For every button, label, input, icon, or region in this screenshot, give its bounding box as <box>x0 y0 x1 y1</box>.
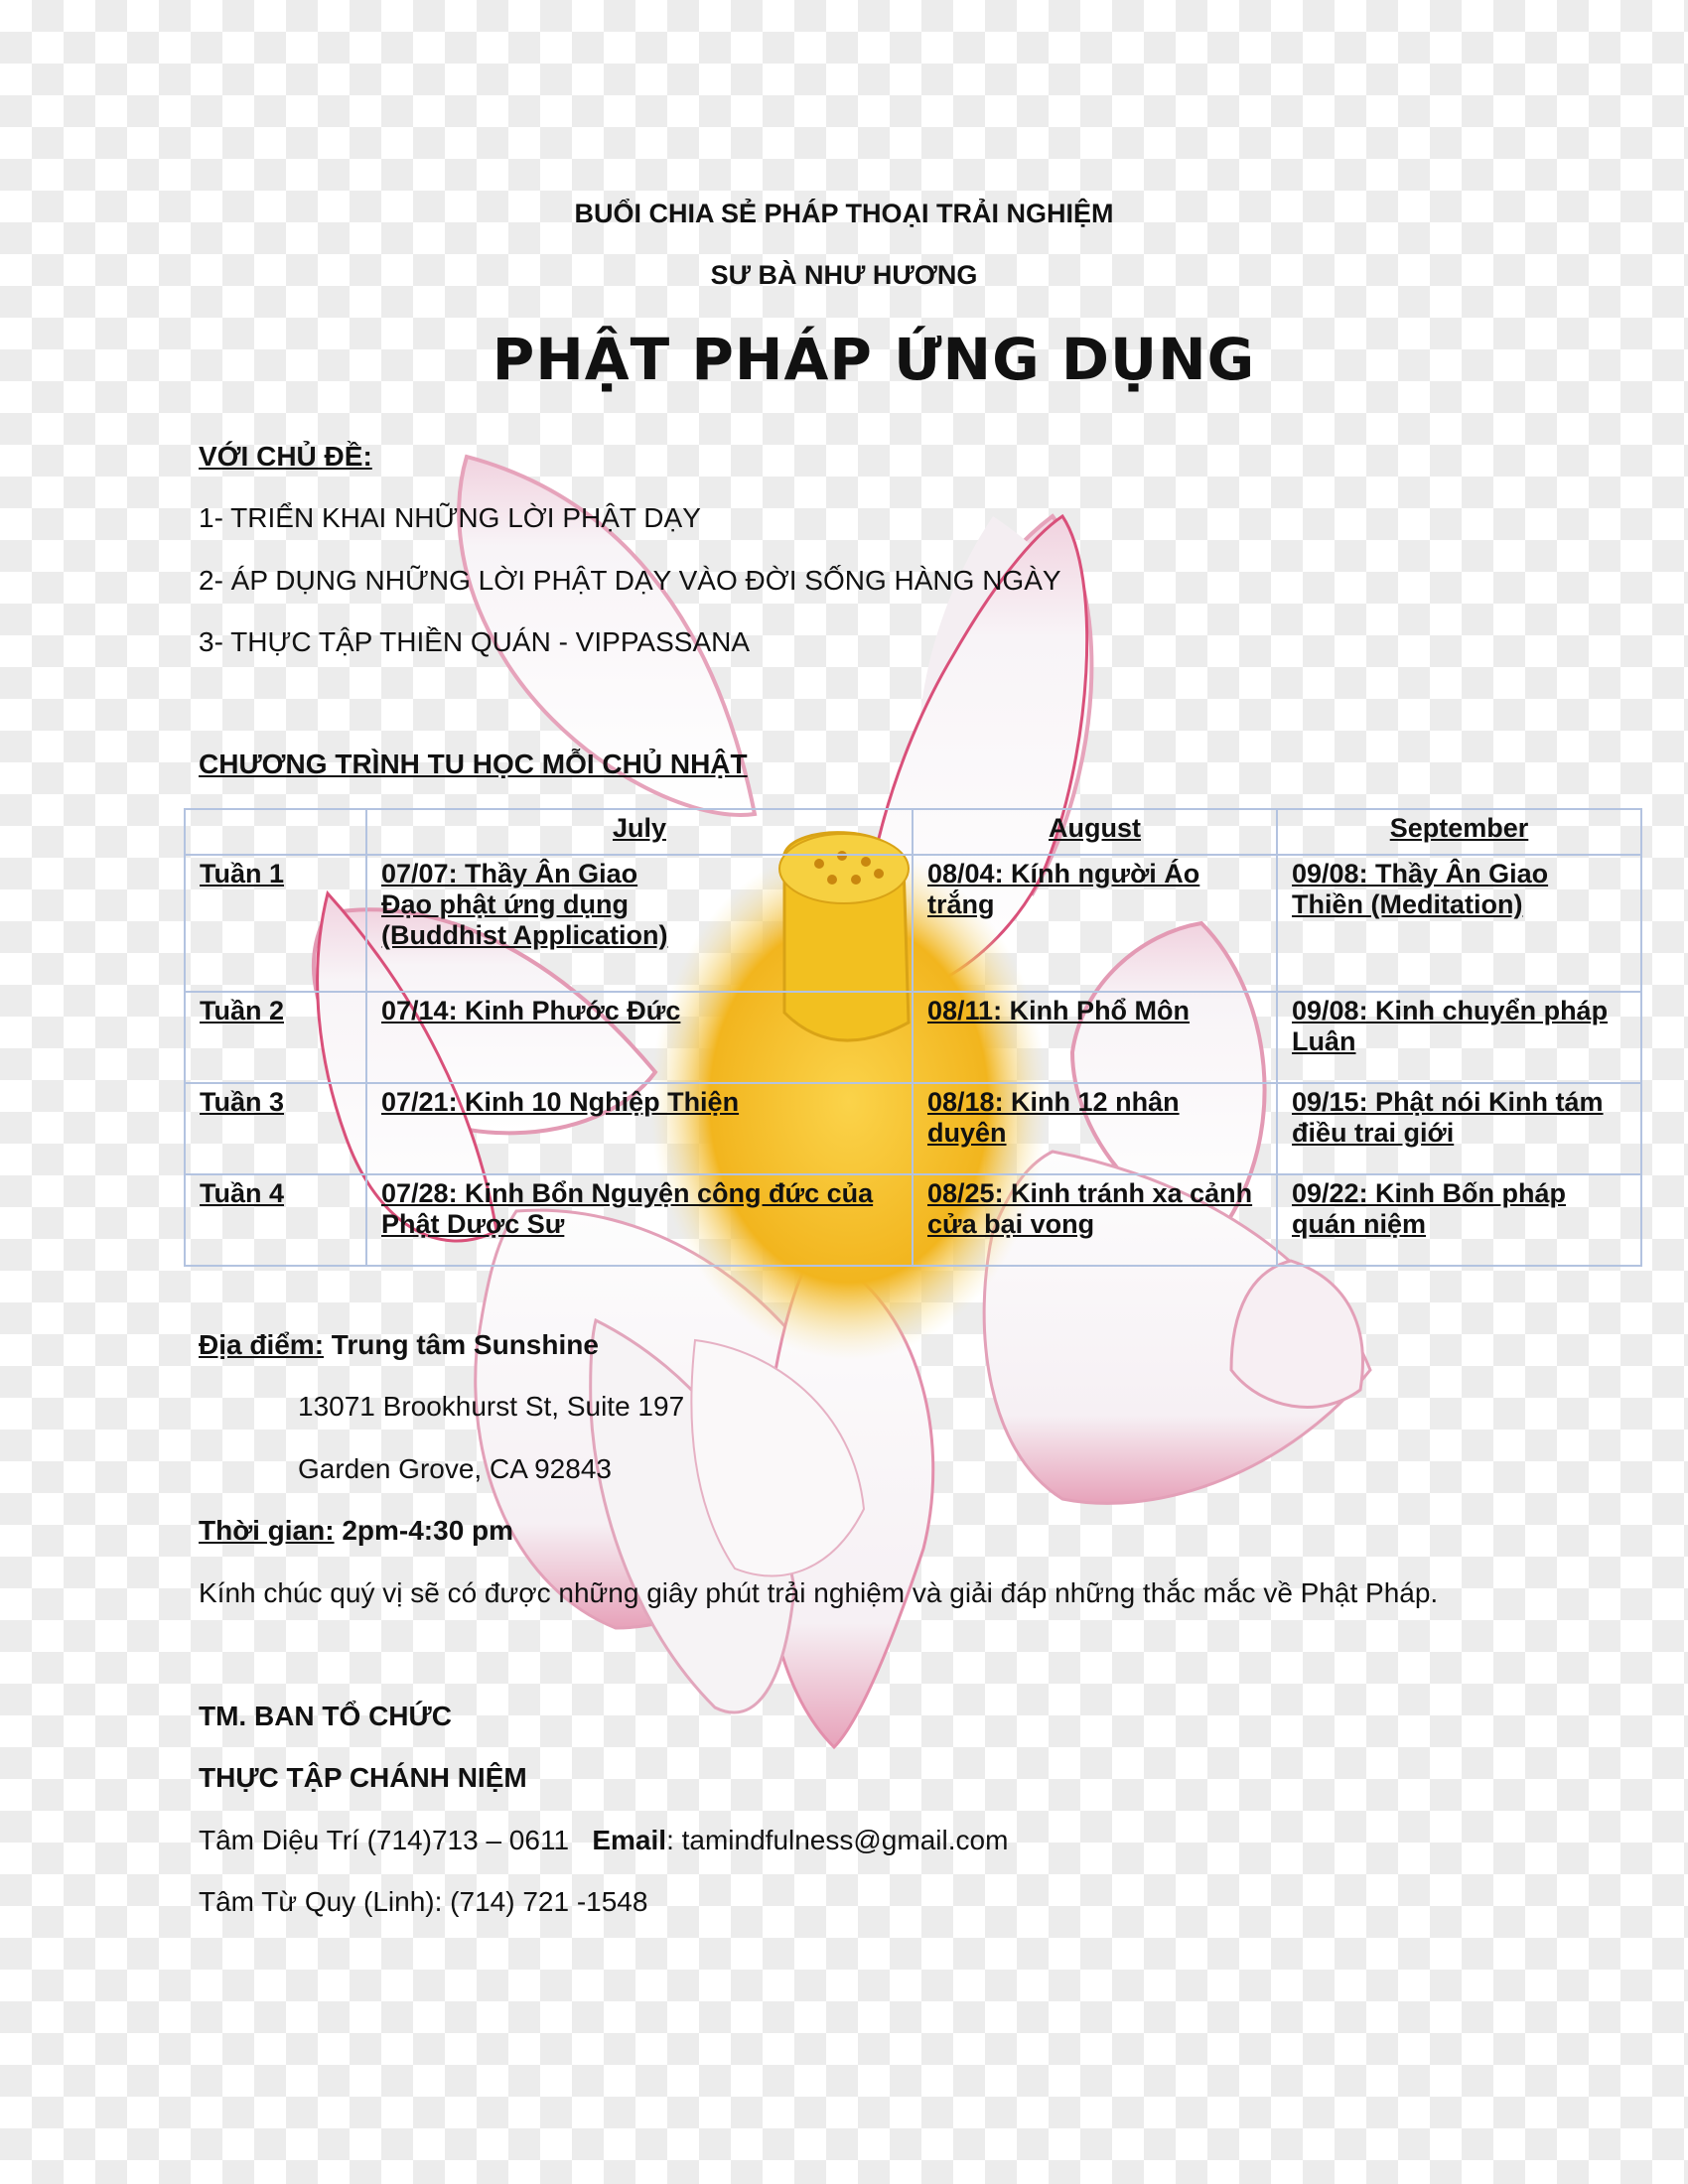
table-row <box>185 1174 1641 1266</box>
address-line-1: 13071 Brookhurst St, Suite 197 <box>298 1391 685 1422</box>
session-august: 08/11: Kinh Phổ Môn <box>927 996 1191 1025</box>
location-label: Địa điểm: <box>199 1329 325 1360</box>
table-header-august: August <box>913 809 1277 855</box>
page-title: PHẬT PHÁP ỨNG DỤNG <box>492 326 1256 393</box>
session-july: 07/28: Kinh Bổn Nguyện công đức của Phật Dược Sư <box>381 1178 874 1239</box>
table-row <box>185 855 1641 992</box>
table-header-september: September <box>1277 809 1641 855</box>
session-july: 07/07: Thầy Ân Giao Đạo phật ứng dụng (Buddhist Application) <box>381 859 668 950</box>
week-label: Tuần 3 <box>200 1087 285 1117</box>
session-august: 08/25: Kinh tránh xa cảnh cửa bại vong <box>927 1178 1253 1239</box>
session-july: 07/21: Kinh 10 Nghiệp Thiện <box>381 1087 740 1117</box>
topic-item: 3- THỰC TẬP THIỀN QUÁN - VIPPASSANA <box>199 626 751 657</box>
schedule-table <box>184 808 1642 1267</box>
organizer-line-1: TM. BAN TỔ CHỨC <box>199 1701 452 1731</box>
contact-line-1 <box>199 1825 1008 1856</box>
topic-item: 2- ÁP DỤNG NHỮNG LỜI PHẬT DẠY VÀO ĐỜI SỐNG HÀNG NGÀY <box>199 565 1061 596</box>
speaker-name: SƯ BÀ NHƯ HƯƠNG <box>710 260 978 290</box>
table-header-empty <box>185 809 366 855</box>
event-subtitle: BUỔI CHIA SẺ PHÁP THOẠI TRẢI NGHIỆM <box>574 199 1114 228</box>
time-line <box>199 1515 513 1547</box>
table-row <box>185 1083 1641 1174</box>
address-line-2: Garden Grove, CA 92843 <box>298 1453 612 1484</box>
email-label: Email <box>592 1825 667 1855</box>
session-august: 08/18: Kinh 12 nhân duyên <box>927 1087 1180 1148</box>
location-name: Trung tâm Sunshine <box>324 1329 599 1360</box>
table-row <box>185 992 1641 1083</box>
week-label: Tuần 1 <box>200 859 285 888</box>
topic-item: 1- TRIỂN KHAI NHỮNG LỜI PHẬT DẠY <box>199 502 701 533</box>
organizer-line-2: THỰC TẬP CHÁNH NIỆM <box>199 1762 527 1793</box>
session-september: 09/22: Kinh Bốn pháp quán niệm <box>1292 1178 1567 1239</box>
session-july: 07/14: Kinh Phước Đức <box>381 996 681 1025</box>
session-august: 08/04: Kính người Áo trắng <box>927 859 1200 919</box>
week-label: Tuần 4 <box>200 1178 285 1208</box>
email-value: : tamindfulness@gmail.com <box>666 1825 1009 1855</box>
location-line <box>199 1329 599 1361</box>
time-value: 2pm-4:30 pm <box>334 1515 514 1546</box>
contact-1: Tâm Diệu Trí (714)713 – 0611 <box>199 1825 593 1855</box>
schedule-heading: CHƯƠNG TRÌNH TU HỌC MỖI CHỦ NHẬT <box>199 749 748 779</box>
session-september: 09/15: Phật nói Kinh tám điều trai giới <box>1292 1087 1604 1148</box>
session-september: 09/08: Kinh chuyển pháp Luân <box>1292 996 1609 1056</box>
greeting-text: Kính chúc quý vị sẽ có được những giây phút trải nghiệm và giải đáp những thắc mắc về Phật Pháp. <box>199 1577 1439 1608</box>
contact-line-2: Tâm Từ Quy (Linh): (714) 721 -1548 <box>199 1886 648 1917</box>
time-label: Thời gian: <box>199 1515 335 1546</box>
week-label: Tuần 2 <box>200 996 285 1025</box>
table-header-july: July <box>366 809 913 855</box>
session-september: 09/08: Thầy Ân Giao Thiền (Meditation) <box>1292 859 1549 919</box>
topics-heading: VỚI CHỦ ĐỀ: <box>199 441 372 472</box>
